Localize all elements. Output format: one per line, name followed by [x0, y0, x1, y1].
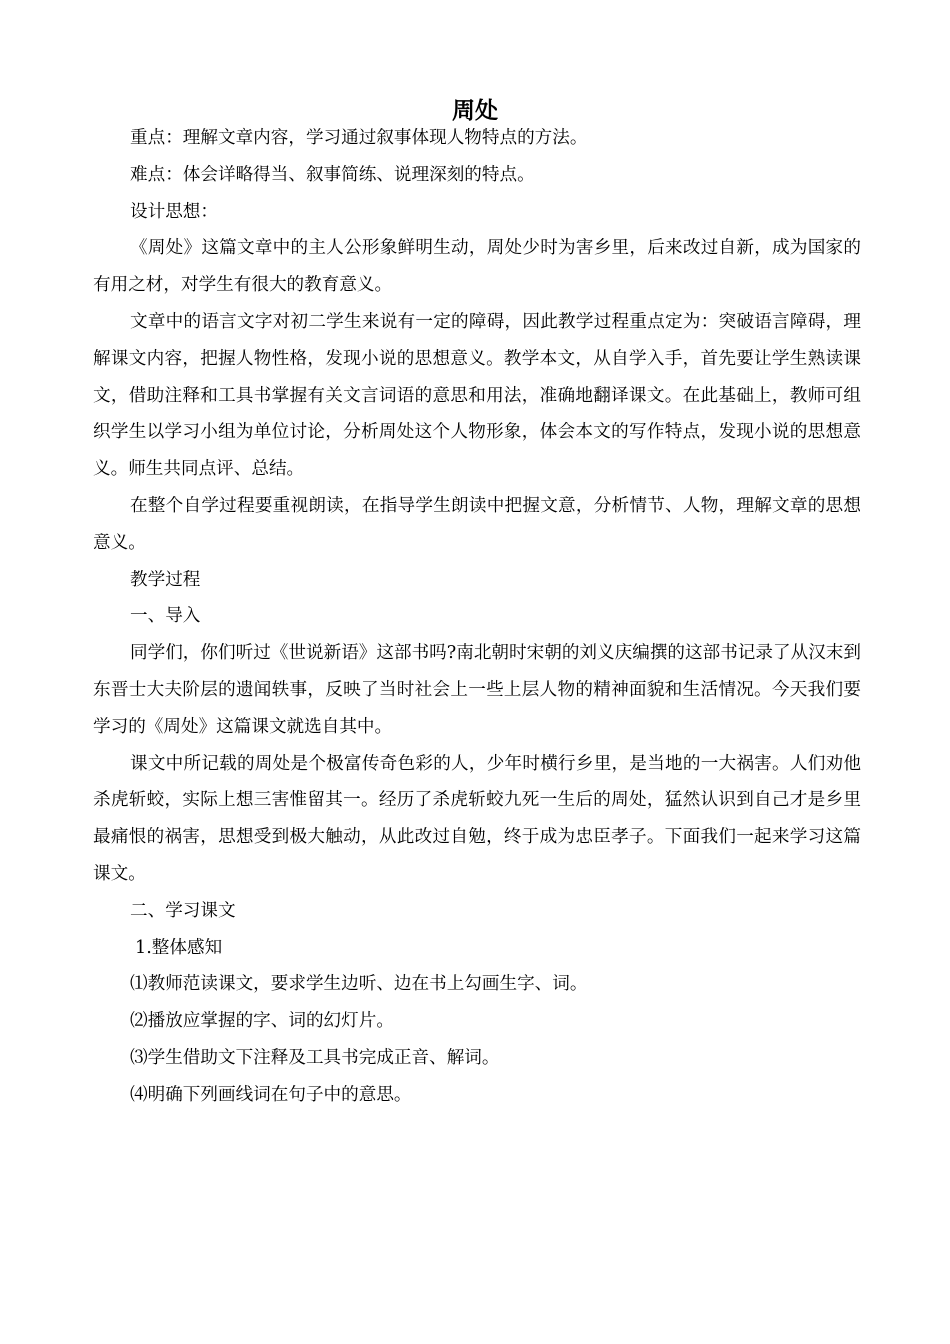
- section-heading-study: 二、学习课文: [130, 900, 236, 921]
- body-paragraph: 同学们，你们听过《世说新语》这部书吗?南北朝时宋朝的刘义庆编撰的这部书记录了从汉末到东晋士大夫阶层的遗闻轶事，反映了当时社会上一些上层人物的精神面貌和生活情况。今天我们要学习的《周处》这篇课文就选自其中。: [93, 643, 861, 737]
- subsection-heading: 1.整体感知: [135, 937, 223, 958]
- design-idea-heading: 设计思想：: [130, 201, 218, 222]
- section-heading-intro: 一、导入: [130, 606, 201, 627]
- document-body: [93, 120, 861, 1114]
- body-paragraph: 文章中的语言文字对初二学生来说有一定的障碍，因此教学过程重点定为：突破语言障碍，理解课文内容，把握人物性格，发现小说的思想意义。教学本文，从自学入手，首先要让学生熟读课文，借助注释和工具书掌握有关文言词语的意思和用法，准确地翻译课文。在此基础上，教师可组织学生以学习小组为单位讨论，分析周处这个人物形象，体会本文的写作特点，发现小说的思想意义。师生共同点评、总结。: [93, 311, 861, 480]
- body-paragraph: 课文中所记载的周处是个极富传奇色彩的人，少年时横行乡里，是当地的一大祸害。人们劝他杀虎斩蛟，实际上想三害惟留其一。经历了杀虎斩蛟九死一生后的周处，猛然认识到自己才是乡里最痛恨的祸害，思想受到极大触动，从此改过自勉，终于成为忠臣孝子。下面我们一起来学习这篇课文。: [93, 753, 861, 884]
- list-item: ⑴教师范读课文，要求学生边听、边在书上勾画生字、词。: [130, 974, 588, 995]
- document-title: 周处: [452, 98, 498, 124]
- list-item: ⑵播放应掌握的字、词的幻灯片。: [130, 1011, 394, 1032]
- list-item: ⑷明确下列画线词在句子中的意思。: [130, 1084, 412, 1105]
- body-paragraph: 《周处》这篇文章中的主人公形象鲜明生动，周处少时为害乡里，后来改过自新，成为国家的有用之材，对学生有很大的教育意义。: [93, 238, 861, 296]
- list-item: ⑶学生借助文下注释及工具书完成正音、解词。: [130, 1047, 500, 1068]
- difficulty-paragraph: 难点：体会详略得当、叙事简练、说理深刻的特点。: [130, 164, 535, 185]
- teaching-process-heading: 教学过程: [130, 569, 201, 590]
- body-paragraph: 在整个自学过程要重视朗读，在指导学生朗读中把握文意，分析情节、人物，理解文章的思想意义。: [93, 495, 861, 553]
- key-point-paragraph: 重点：理解文章内容，学习通过叙事体现人物特点的方法。: [130, 128, 588, 148]
